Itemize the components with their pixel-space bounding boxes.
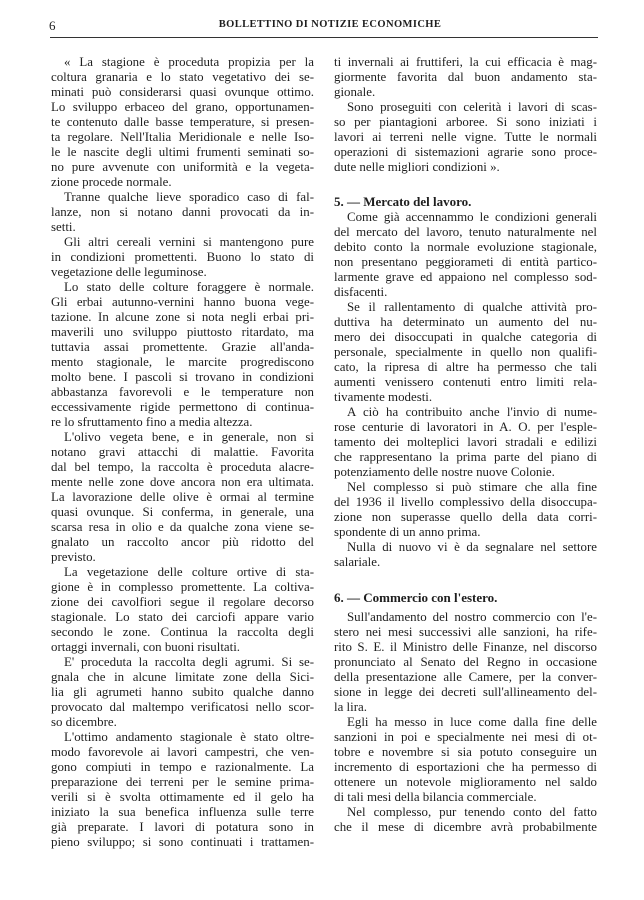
text-line: dute nelle migliori condizioni ». [334, 160, 500, 174]
text-line: Lo sviluppo erbaceo del grano, opportunamen- [51, 100, 314, 114]
paragraph [51, 730, 314, 850]
text-line: Sono proseguiti con celerità i lavori di scas- [347, 100, 597, 114]
text-line: mente nelle zone dove ancora non era ultimata. [51, 475, 314, 489]
text-line: disfacenti. [334, 285, 388, 299]
paragraph [334, 715, 597, 805]
text-line: lavori ai terreni nelle vigne. Tutte le normali [334, 130, 597, 144]
paragraph [51, 55, 314, 190]
text-line: La lavorazione delle olive è ormai al termine [51, 490, 314, 504]
text-line: Tranne qualche lieve sporadico caso di fal- [64, 190, 314, 204]
text-line: stero nei mesi successivi alle sanzioni, ha rife- [334, 625, 597, 639]
text-line: del 1936 il livello complessivo della disoccupa- [334, 495, 597, 509]
text-line: « La stagione è proceduta propizia per la [64, 55, 314, 69]
text-line: Nulla di nuovo vi è da segnalare nel settore [347, 540, 597, 554]
right-column-intro [334, 55, 597, 175]
text-line: lanze, non si notano danni provocati da in- [51, 205, 314, 219]
text-line: Come già accennammo le condizioni generali [347, 210, 597, 224]
left-column [51, 55, 314, 850]
paragraph [51, 235, 314, 280]
text-line: operazioni di sistemazioni agrarie sono proce- [334, 145, 597, 159]
paragraph [334, 210, 597, 300]
paragraph [51, 655, 314, 730]
text-line: aumenti venissero contenuti entro limiti rela- [334, 375, 597, 389]
text-line: ottenere un notevole miglioramento nel saldo [334, 775, 597, 789]
text-line: ta regolare. Nell'Italia Meridionale e nelle Iso- [51, 130, 314, 144]
text-line: secondo le zone. Continua la raccolta degli [51, 625, 314, 639]
text-line: tobre e novembre si sia potuto conseguire un [334, 745, 597, 759]
text-line: abbastanza favorevoli e le temperature non [51, 385, 314, 399]
text-line: stagionale. Lo stato dei carciofi appare vario [51, 610, 314, 624]
paragraph [334, 805, 597, 835]
text-line: La vegetazione delle colture ortive di sta- [64, 565, 314, 579]
text-line: so dicembre. [51, 715, 117, 729]
text-line: preparazione dei terreni per le semine prima- [51, 775, 314, 789]
text-line: re lo sfruttamento fino a media altezza. [51, 415, 253, 429]
text-line: zione non superasse quello della data corri- [334, 510, 597, 524]
section-5-body [334, 210, 597, 570]
text-line: dal bel tempo, la raccolta è proceduta alacre- [51, 460, 314, 474]
paragraph [51, 280, 314, 430]
paragraph [51, 430, 314, 565]
text-line: in condizioni promettenti. Buono lo stato di [51, 250, 314, 264]
text-line: Nel complesso si può stimare che alla fine [347, 480, 597, 494]
paragraph [334, 610, 597, 715]
running-title: BOLLETTINO DI NOTIZIE ECONOMICHE [218, 19, 442, 30]
text-line: sanzioni in poi e specialmente nei mesi di ot- [334, 730, 597, 744]
text-line: mento stagionale, le marcite progrediscono [51, 355, 314, 369]
text-line: provocato dal maltempo verificatosi nello scor- [51, 700, 314, 714]
paragraph [51, 565, 314, 655]
text-line: cato, la ripresa di altre ha permesso che tali [334, 360, 597, 374]
text-line: che il mese di dicembre avrà probabilmente [334, 820, 597, 834]
paragraph [334, 540, 597, 570]
text-line: gione è in complesso promettente. La coltiva- [51, 580, 314, 594]
text-line: le le nascite degli ultimi frumenti seminati so- [51, 145, 314, 159]
text-line: della presentazione alle Camere, per la conver- [334, 670, 597, 684]
text-line: so per piantagioni arboree. Si sono iniziati i [334, 115, 597, 129]
text-line: Lo stato delle colture foraggere è normale. [64, 280, 314, 294]
text-line: no pure avvenute con uniformità e la vegeta- [51, 160, 314, 174]
text-line: incremento di esportazioni che ha permesso di [334, 760, 597, 774]
text-line: già preparate. I lavori di potatura sono in [51, 820, 314, 834]
text-line: zione dei cavolfiori segue il regolare decorso [51, 595, 314, 609]
page-number: 6 [49, 18, 56, 33]
text-line: spondente di un anno prima. [334, 525, 481, 539]
text-line: salariale. [334, 555, 381, 569]
paragraph [334, 300, 597, 405]
paragraph [334, 480, 597, 540]
text-line: lia gli agrumeti hanno subito qualche danno [51, 685, 314, 699]
text-line: potenziamento delle nostre nuove Colonie. [334, 465, 555, 479]
paragraph [334, 100, 597, 175]
header-rule [50, 37, 598, 38]
text-line: modo favorevole ai lavori campestri, che ven- [51, 745, 314, 759]
text-line: coltura granaria e lo stato vegetativo dei se- [51, 70, 314, 84]
text-line: previsto. [51, 550, 96, 564]
text-line: E' proceduta la raccolta degli agrumi. Si se- [64, 655, 314, 669]
text-line: duttiva ha determinato un aumento del nu- [334, 315, 597, 329]
text-line: debito conto la normale evoluzione stagionale, [334, 240, 597, 254]
text-line: minati può considerarsi quasi ovunque ottimo. [51, 85, 314, 99]
paragraph [334, 405, 597, 480]
text-line: setti. [51, 220, 76, 234]
text-line: gionale. [334, 85, 376, 99]
text-line: pronunciato al Senato del Regno in occasione [334, 655, 597, 669]
text-line: L'ottimo andamento stagionale è stato oltre- [64, 730, 314, 744]
text-line: rose centurie di lavoratori in A. O. per l'esple- [334, 420, 597, 434]
text-line: del mercato del lavoro, tenuto naturalmente nel [334, 225, 597, 239]
text-line: che rappresentano la prima parte del piano di [334, 450, 597, 464]
text-line: ti invernali ai fruttiferi, la cui efficacia è mag- [334, 55, 597, 69]
text-line: personale, specialmente in quello non qualifi- [334, 345, 597, 359]
text-line: mero dei disoccupati in qualche categoria di [334, 330, 597, 344]
text-line: gnalato un raccolto ancor più ridotto del [51, 535, 314, 549]
text-line: Egli ha messo in luce come dalla fine delle [347, 715, 597, 729]
text-line: iniziato la sua benefica influenza sulle terre [51, 805, 314, 819]
section-5-heading: 5. — Mercato del lavoro. [334, 194, 472, 209]
text-line: L'olivo vegeta bene, e in generale, non si [64, 430, 314, 444]
text-line: eccessivamente rigide permettono di continua- [51, 400, 314, 414]
text-line: la lira. [334, 700, 367, 714]
text-line: gono compiuti in tempo e razionalmente. La [51, 760, 314, 774]
text-line: tuttavia assai promettente. Grazie all'anda- [51, 340, 314, 354]
text-line: giormente favorita dal buon andamento sta- [334, 70, 597, 84]
paragraph [334, 55, 597, 100]
text-line: rito S. E. il Ministro delle Finanze, nel discorso [334, 640, 597, 654]
text-line: tivamente modesti. [334, 390, 433, 404]
text-line: pieno sviluppo; si sono continuati i trattamen- [51, 835, 314, 849]
text-line: Gli altri cereali vernini si mantengono pure [64, 235, 314, 249]
text-line: Gli erbai autunno-vernini hanno buona vege- [51, 295, 314, 309]
section-6-heading: 6. — Commercio con l'estero. [334, 590, 498, 605]
text-line: notano gravi attacchi di malattie. Favorita [51, 445, 314, 459]
text-line: te contenuto dalle basse temperature, si presen- [51, 115, 314, 129]
text-line: non presentano peggiorameti di entità partico- [334, 255, 597, 269]
text-line: gnala che in alcune limitate zone della Sici- [51, 670, 314, 684]
text-line: tazione. In alcune zone si nota negli erbai pri- [51, 310, 314, 324]
text-line: scarsa resa in olio e da qualche zona viene se- [51, 520, 314, 534]
text-line: Nel complesso, pur tenendo conto del fatto [347, 805, 597, 819]
text-line: molto bene. I pascoli si trovano in condizioni [51, 370, 314, 384]
text-line: vegetazione delle leguminose. [51, 265, 207, 279]
text-line: larmente grave ed appaiono nel complesso sod- [334, 270, 597, 284]
text-line: verili si è svolta ottimamente ed il gelo ha [51, 790, 314, 804]
text-line: di tali mesi della bilancia commerciale. [334, 790, 537, 804]
text-line: Se il rallentamento di qualche attività pro- [347, 300, 597, 314]
text-line: A ciò ha contribuito anche l'invio di nume- [347, 405, 597, 419]
text-line: sione in legge dei decreti sull'allineamento del- [334, 685, 597, 699]
text-line: ortaggi invernali, con buoni risultati. [51, 640, 241, 654]
text-line: Sull'andamento del nostro commercio con l'e- [347, 610, 597, 624]
text-line: tamento dei molteplici lavori stradali e edilizi [334, 435, 597, 449]
paragraph [51, 190, 314, 235]
text-line: zione procede normale. [51, 175, 172, 189]
text-line: maverili uno sviluppo piuttosto ritardato, ma [51, 325, 314, 339]
section-6-body [334, 610, 597, 835]
text-line: quasi ovunque. Si conferma, in generale, una [51, 505, 314, 519]
